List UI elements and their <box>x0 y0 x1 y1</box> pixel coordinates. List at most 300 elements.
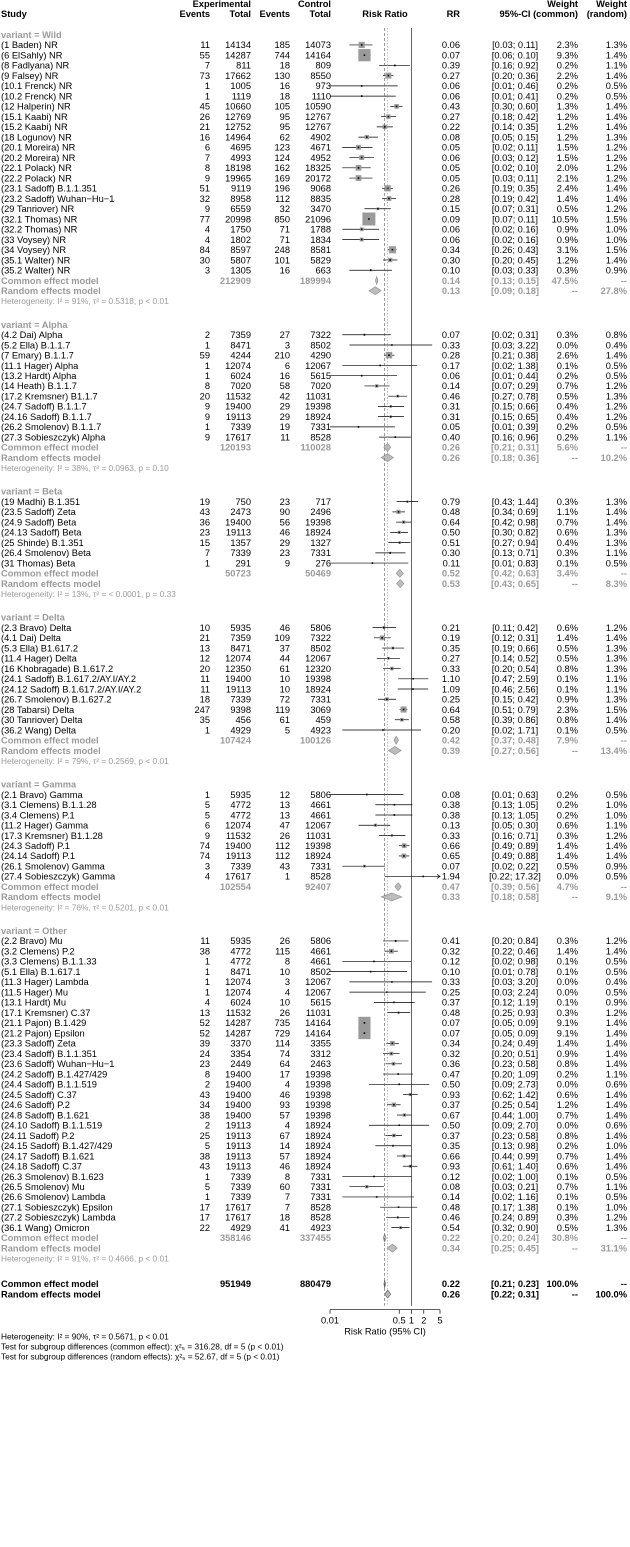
study-point <box>364 1032 366 1034</box>
study-label: (14 Heath) B.1.1.7 <box>1 381 77 392</box>
study-point <box>397 1217 399 1219</box>
study-ci: [0.06; 0.10] <box>491 50 539 61</box>
study-ctrl-total: 18924 <box>305 1151 331 1162</box>
subgroup-common-model-rr: 0.47 <box>441 881 460 892</box>
study-ctrl-total: 12067 <box>305 977 331 988</box>
study-rr: 0.51 <box>441 537 460 548</box>
study-weight-common: 3.1% <box>556 245 578 256</box>
study-ctrl-events: 19 <box>279 422 290 433</box>
study-ci: [0.09; 2.70] <box>491 1120 539 1131</box>
study-label: (29 Tanriover) NR <box>1 204 75 215</box>
study-weight-random: 1.4% <box>605 1038 627 1049</box>
study-label: (24.1 Sadoff) B.1.617.2/AY.I/AY.2 <box>1 674 137 685</box>
study-weight-random: 1.4% <box>605 1089 627 1100</box>
study-ci: [0.17; 1.38] <box>491 1202 539 1213</box>
study-rr: 0.25 <box>441 694 460 705</box>
header-experimental: Experimental <box>192 0 251 9</box>
study-weight-random: 1.2% <box>605 152 627 163</box>
x-tick-label: 5 <box>437 1315 443 1326</box>
study-rr: 0.06 <box>441 370 460 381</box>
subgroup-random-model-rr: 0.34 <box>441 1243 460 1254</box>
study-weight-random: 0.9% <box>605 997 627 1008</box>
study-weight-common: 0.1% <box>556 997 578 1008</box>
study-ci: [0.42; 0.98] <box>491 517 539 528</box>
study-exp-events: 5 <box>204 810 210 821</box>
study-label: (18 Logunov) NR <box>1 132 72 143</box>
study-ctrl-events: 18 <box>279 60 290 71</box>
study-ctrl-events: 6 <box>284 360 290 371</box>
study-rr: 0.21 <box>441 622 460 633</box>
study-weight-common: 0.5% <box>556 204 578 215</box>
study-point <box>390 406 392 408</box>
study-ctrl-events: 58 <box>279 381 290 392</box>
study-rr: 0.39 <box>441 60 460 71</box>
study-exp-events: 51 <box>199 183 210 194</box>
study-weight-random: 1.2% <box>605 622 627 633</box>
study-label: (2.2 Bravo) Mu <box>1 936 63 947</box>
study-ctrl-total: 973 <box>315 81 331 92</box>
study-weight-common: 0.9% <box>556 224 578 235</box>
study-ctrl-total: 3312 <box>310 1048 331 1059</box>
study-ci: [0.43; 1.44] <box>491 496 539 507</box>
study-weight-common: 0.1% <box>556 956 578 967</box>
study-exp-events: 17 <box>199 1202 210 1213</box>
subgroup-random-model-ci: [0.43; 0.65] <box>490 578 540 589</box>
study-exp-events: 38 <box>199 946 210 957</box>
study-ctrl-total: 8835 <box>310 193 331 204</box>
study-ctrl-events: 56 <box>279 517 290 528</box>
study-ctrl-events: 57 <box>279 1151 290 1162</box>
study-ctrl-events: 4 <box>284 1079 290 1090</box>
study-ctrl-total: 19398 <box>305 674 331 685</box>
study-ci: [0.13; 1.05] <box>491 800 539 811</box>
subgroup-common-model-label: Common effect model <box>1 442 99 453</box>
study-point <box>373 961 375 963</box>
study-weight-common: 0.0% <box>556 1079 578 1090</box>
study-weight-random: 1.3% <box>605 653 627 664</box>
subgroup-common-model-label: Common effect model <box>1 568 99 579</box>
study-ctrl-total: 18924 <box>305 1161 331 1172</box>
study-exp-events: 43 <box>199 507 210 518</box>
study-exp-events: 45 <box>199 101 210 112</box>
study-exp-total: 19113 <box>225 527 251 538</box>
study-label: (23.1 Sadoff) B.1.1.351 <box>1 183 97 194</box>
study-label: (4.1 Dai) Delta <box>1 633 61 644</box>
study-ctrl-events: 16 <box>279 370 290 381</box>
study-rr: 0.48 <box>441 1202 460 1213</box>
study-exp-total: 19400 <box>225 841 251 852</box>
study-exp-total: 6024 <box>230 370 251 381</box>
study-ctrl-events: 46 <box>279 527 290 538</box>
study-weight-random: 1.5% <box>605 214 627 225</box>
study-rr: 0.27 <box>441 111 460 122</box>
subgroup-common-model-ci: [0.20; 0.24] <box>490 1233 540 1244</box>
study-weight-random: 1.0% <box>605 1141 627 1152</box>
study-rr: 0.14 <box>441 1192 460 1203</box>
study-weight-random: 1.0% <box>605 224 627 235</box>
study-ctrl-events: 93 <box>279 1100 290 1111</box>
study-ctrl-total: 4661 <box>310 800 331 811</box>
study-ctrl-events: 16 <box>279 81 290 92</box>
study-exp-total: 7359 <box>230 633 251 644</box>
study-ci: [0.46; 2.56] <box>491 684 539 695</box>
study-label: (20.2 Moreira) NR <box>1 152 76 163</box>
study-weight-common: 1.2% <box>556 111 578 122</box>
study-exp-total: 7339 <box>230 1192 251 1203</box>
study-exp-total: 7339 <box>230 1182 251 1192</box>
study-weight-random: 1.1% <box>605 684 627 695</box>
subgroup-random-model-weight-common: -- <box>571 1243 578 1254</box>
study-label: (27.3 Sobieszczyk) Alpha <box>1 432 106 443</box>
study-point <box>409 1165 411 1167</box>
study-ci: [0.27; 0.94] <box>491 537 539 548</box>
subgroup-common-model-rr: 0.42 <box>441 735 460 746</box>
study-point <box>404 1114 406 1116</box>
study-ci: [0.01; 0.44] <box>491 370 539 381</box>
study-ci: [0.19; 0.66] <box>491 643 539 654</box>
study-ci: [0.03; 0.33] <box>491 265 539 276</box>
study-rr: 0.65 <box>441 851 460 862</box>
study-ctrl-events: 95 <box>279 122 290 133</box>
subgroup-random-model-label: Random effects model <box>1 452 101 463</box>
study-weight-common: 0.1% <box>556 360 578 371</box>
subgroup-common-model-ctrl-total: 337455 <box>299 1233 331 1244</box>
subgroup-random-model-ci: [0.18; 0.58] <box>490 892 540 903</box>
study-point <box>394 436 396 438</box>
study-ctrl-events: 5 <box>284 725 290 736</box>
study-ctrl-events: 41 <box>279 1222 290 1233</box>
study-weight-random: 1.0% <box>605 1202 627 1213</box>
subgroup-label: variant = Wild <box>1 30 62 40</box>
study-rr: 0.46 <box>441 391 460 402</box>
study-ctrl-total: 7331 <box>310 1171 331 1182</box>
study-point <box>361 228 363 230</box>
study-exp-total: 11532 <box>225 1007 251 1018</box>
study-ci: [0.20; 0.45] <box>491 255 539 266</box>
study-ci: [0.03; 3.22] <box>491 340 539 351</box>
study-point <box>393 1063 395 1065</box>
subgroup-common-model-weight-random: -- <box>620 568 627 579</box>
study-ci: [0.01; 0.41] <box>491 91 539 102</box>
study-exp-events: 9 <box>204 411 210 422</box>
study-exp-total: 4695 <box>230 142 251 153</box>
study-rr: 0.07 <box>441 50 460 61</box>
study-ci: [0.02; 0.31] <box>491 330 539 341</box>
study-weight-common: 0.8% <box>556 715 578 726</box>
study-exp-total: 19965 <box>225 173 251 184</box>
subgroup-random-model-label: Random effects model <box>1 286 101 296</box>
study-weight-common: 0.6% <box>556 1089 578 1100</box>
study-exp-total: 4993 <box>230 152 251 163</box>
study-rr: 0.19 <box>441 633 460 644</box>
study-weight-random: 0.8% <box>605 330 627 341</box>
study-point <box>361 95 363 97</box>
study-point <box>396 106 398 108</box>
study-ctrl-total: 12767 <box>305 111 331 122</box>
study-rr: 0.10 <box>441 265 460 276</box>
study-ctrl-events: 71 <box>279 224 290 235</box>
study-rr: 0.12 <box>441 1171 460 1182</box>
study-exp-total: 19113 <box>225 1120 251 1131</box>
study-exp-events: 1 <box>204 956 210 967</box>
study-exp-events: 84 <box>199 245 210 256</box>
study-weight-random: 1.0% <box>605 234 627 245</box>
study-ctrl-total: 4902 <box>310 132 331 143</box>
study-ci: [0.03; 0.11] <box>492 173 538 184</box>
study-rr: 1.10 <box>441 674 460 685</box>
study-ctrl-total: 19398 <box>305 1100 331 1111</box>
study-exp-total: 17617 <box>225 871 251 882</box>
study-rr: 0.58 <box>441 715 460 726</box>
study-label: (30 Tanriover) Delta <box>1 715 83 726</box>
study-exp-total: 4772 <box>230 946 251 957</box>
study-exp-events: 30 <box>199 255 210 266</box>
study-weight-random: 1.5% <box>605 704 627 715</box>
study-rr: 0.17 <box>441 360 460 371</box>
study-exp-events: 5 <box>204 1141 210 1152</box>
study-exp-total: 7359 <box>230 330 251 341</box>
study-exp-events: 1 <box>204 558 210 569</box>
study-exp-total: 19113 <box>225 1161 251 1172</box>
study-rr: 0.06 <box>441 152 460 163</box>
study-ci: [0.19; 0.35] <box>491 183 539 194</box>
study-exp-events: 11 <box>200 684 210 695</box>
study-ctrl-events: 1 <box>284 871 290 882</box>
study-ci: [0.07; 0.31] <box>491 204 539 215</box>
study-ctrl-total: 12067 <box>305 653 331 664</box>
study-exp-total: 1802 <box>230 234 251 245</box>
study-point <box>399 542 401 544</box>
header-rr: RR <box>446 9 460 19</box>
subgroup-common-model-rr: 0.26 <box>441 442 460 453</box>
study-weight-common: 0.7% <box>556 1110 578 1121</box>
study-exp-total: 11532 <box>225 391 251 402</box>
study-ci: [0.25; 0.54] <box>491 1100 539 1111</box>
study-ci: [0.19; 0.42] <box>491 193 539 204</box>
study-weight-common: 1.5% <box>556 152 578 163</box>
study-label: (16 Khobragade) B.1.617.2 <box>1 663 114 674</box>
study-exp-events: 8 <box>204 381 210 392</box>
study-ctrl-total: 18325 <box>305 163 331 174</box>
study-ctrl-total: 8502 <box>310 643 331 654</box>
study-weight-common: 0.7% <box>556 1182 578 1192</box>
subgroup-common-model-ci: [0.42; 0.63] <box>490 568 540 579</box>
study-weight-common: 0.2% <box>556 81 578 92</box>
study-ctrl-events: 210 <box>274 350 290 361</box>
subgroup-random-model-rr: 0.13 <box>441 286 460 296</box>
study-ctrl-events: 42 <box>279 391 290 402</box>
header-ctrl-events: Events <box>259 9 290 19</box>
study-ctrl-events: 67 <box>279 1130 290 1141</box>
study-exp-events: 9 <box>204 432 210 443</box>
study-weight-common: 1.4% <box>556 841 578 852</box>
study-label: (23.4 Sadoff) B.1.1.351 <box>1 1048 97 1059</box>
study-exp-events: 21 <box>199 122 210 133</box>
x-tick-label: 0.01 <box>320 1315 340 1326</box>
study-ctrl-events: 60 <box>279 1182 290 1192</box>
study-ci: [0.02; 1.38] <box>491 360 539 371</box>
subgroup-common-model-weight-common: 3.4% <box>556 568 578 579</box>
study-exp-events: 73 <box>199 70 210 81</box>
study-weight-common: 0.5% <box>556 861 578 872</box>
study-weight-common: 10.5% <box>551 214 578 225</box>
study-ctrl-total: 4923 <box>310 1222 331 1233</box>
study-label: (26.2 Smolenov) B.1.1.7 <box>1 422 102 433</box>
subgroup-common-model-ci: [0.37; 0.48] <box>490 735 540 746</box>
study-exp-events: 3 <box>204 265 210 276</box>
study-exp-total: 6559 <box>230 204 251 215</box>
study-ctrl-total: 4290 <box>310 350 331 361</box>
study-label: (24.12 Sadoff) B.1.617.2/AY.I/AY.2 <box>1 684 142 695</box>
study-point <box>364 54 366 56</box>
study-rr: 0.07 <box>441 1018 460 1029</box>
study-ci: [0.11; 0.42] <box>492 622 538 633</box>
overall-common-model-label: Common effect model <box>1 1279 99 1290</box>
study-ctrl-events: 16 <box>279 265 290 276</box>
study-ctrl-events: 112 <box>275 841 290 852</box>
study-ctrl-total: 20172 <box>305 173 331 184</box>
study-exp-total: 12769 <box>225 111 251 122</box>
study-ci: [0.16; 0.71] <box>491 830 539 841</box>
study-exp-total: 12074 <box>225 360 251 371</box>
study-ctrl-total: 7331 <box>310 1182 331 1192</box>
study-exp-total: 12074 <box>225 987 251 998</box>
study-exp-events: 1 <box>204 422 210 433</box>
study-ci: [0.05; 0.15] <box>491 132 539 143</box>
study-weight-common: 1.2% <box>556 255 578 266</box>
study-ci: [0.51; 0.79] <box>491 704 539 715</box>
study-point <box>386 698 388 700</box>
study-ci: [0.03; 0.12] <box>491 152 539 163</box>
study-rr: 0.26 <box>441 183 460 194</box>
study-rr: 0.06 <box>441 234 460 245</box>
study-weight-random: 0.5% <box>605 1171 627 1182</box>
study-exp-events: 43 <box>199 1161 210 1172</box>
study-weight-common: 0.3% <box>556 1007 578 1018</box>
study-ci: [0.39; 0.86] <box>491 715 539 726</box>
subgroup-common-model-diamond <box>395 883 401 891</box>
subgroup-common-model-weight-random: -- <box>620 442 627 453</box>
study-label: (13.1 Hardt) Mu <box>1 997 67 1008</box>
study-weight-random: 1.4% <box>605 946 627 957</box>
study-exp-total: 5935 <box>230 622 251 633</box>
study-ctrl-events: 130 <box>274 70 290 81</box>
study-ctrl-events: 57 <box>279 1110 290 1121</box>
study-ctrl-total: 4661 <box>310 956 331 967</box>
study-exp-total: 10660 <box>225 101 251 112</box>
study-weight-common: 0.5% <box>556 643 578 654</box>
subgroup-random-model-weight-common: -- <box>571 745 578 756</box>
study-ci: [0.05; 0.09] <box>491 1028 539 1039</box>
study-weight-common: 0.3% <box>556 936 578 947</box>
study-weight-random: 1.4% <box>605 1100 627 1111</box>
study-ci: [0.03; 0.21] <box>491 1182 539 1192</box>
study-ci: [0.24; 0.49] <box>491 1038 539 1049</box>
study-point <box>358 147 360 149</box>
study-weight-random: 0.5% <box>605 966 627 977</box>
study-point <box>392 249 394 251</box>
subgroup-label: variant = Beta <box>1 486 63 497</box>
study-label: (23.5 Sadoff) Zeta <box>1 507 76 518</box>
study-rr: 0.50 <box>441 1120 460 1131</box>
study-weight-common: 0.2% <box>556 1069 578 1080</box>
study-ctrl-total: 8581 <box>310 245 331 256</box>
study-ctrl-total: 14164 <box>305 1028 331 1039</box>
study-weight-common: 0.7% <box>556 1151 578 1162</box>
overall-random-model-rr: 0.26 <box>441 1289 460 1300</box>
study-ctrl-events: 10 <box>279 966 290 977</box>
study-label: (32.1 Thomas) NR <box>1 214 78 225</box>
study-rr: 0.07 <box>441 1028 460 1039</box>
study-label: (3.1 Clemens) B.1.1.28 <box>1 800 97 811</box>
study-exp-total: 14287 <box>225 1028 251 1039</box>
study-exp-events: 1 <box>204 987 210 998</box>
study-rr: 0.93 <box>441 1161 460 1172</box>
subgroup-random-model-rr: 0.53 <box>441 578 460 589</box>
study-weight-random: 1.3% <box>605 1222 627 1233</box>
study-exp-events: 1 <box>204 725 210 736</box>
study-label: (4.2 Dai) Alpha <box>1 330 63 341</box>
study-ctrl-total: 8502 <box>310 340 331 351</box>
study-exp-events: 9 <box>204 830 210 841</box>
subgroup-random-model-diamond <box>388 746 401 754</box>
study-point <box>391 950 393 952</box>
study-weight-common: 0.2% <box>556 422 578 433</box>
study-weight-common: 0.2% <box>556 370 578 381</box>
study-ctrl-total: 19398 <box>305 1069 331 1080</box>
study-point <box>368 218 370 220</box>
study-weight-common: 9.3% <box>556 50 578 61</box>
study-weight-random: 0.5% <box>605 91 627 102</box>
study-exp-total: 456 <box>235 715 251 726</box>
study-point <box>358 426 360 428</box>
study-weight-random: 0.4% <box>605 977 627 988</box>
study-exp-events: 23 <box>199 1059 210 1070</box>
study-exp-total: 12752 <box>225 122 251 133</box>
study-exp-total: 17662 <box>225 70 251 81</box>
study-point <box>393 1104 395 1106</box>
study-ci: [0.18; 0.42] <box>491 111 539 122</box>
study-weight-common: 0.8% <box>556 663 578 674</box>
subgroup-random-model-weight-random: 13.4% <box>600 745 627 756</box>
study-ctrl-total: 1834 <box>310 234 331 245</box>
study-point <box>400 1227 402 1229</box>
study-rr: 1.09 <box>441 684 460 695</box>
study-point <box>361 44 363 46</box>
study-weight-common: 0.8% <box>556 1059 578 1070</box>
study-ctrl-events: 3 <box>284 977 290 988</box>
study-label: (15.1 Kaabi) NR <box>1 111 68 122</box>
study-exp-events: 1 <box>204 1171 210 1182</box>
study-ctrl-total: 7331 <box>310 548 331 559</box>
study-weight-random: 1.3% <box>605 391 627 402</box>
study-weight-random: 1.4% <box>605 633 627 644</box>
study-weight-random: 1.3% <box>605 663 627 674</box>
study-rr: 0.08 <box>441 789 460 800</box>
subgroup-random-model-ci: [0.09; 0.18] <box>490 286 540 296</box>
study-exp-total: 3354 <box>230 1048 251 1059</box>
study-rr: 0.27 <box>441 653 460 664</box>
study-weight-common: 0.0% <box>556 340 578 351</box>
study-ctrl-total: 717 <box>315 496 331 507</box>
study-ctrl-events: 26 <box>279 936 290 947</box>
study-label: (21.1 Pajon) B.1.429 <box>1 1018 87 1029</box>
study-weight-random: 1.2% <box>605 142 627 153</box>
study-exp-events: 38 <box>199 1151 210 1162</box>
subgroup-random-model-weight-random: 10.2% <box>600 452 627 463</box>
study-weight-common: 0.9% <box>556 1048 578 1059</box>
study-weight-common: 2.2% <box>556 70 578 81</box>
